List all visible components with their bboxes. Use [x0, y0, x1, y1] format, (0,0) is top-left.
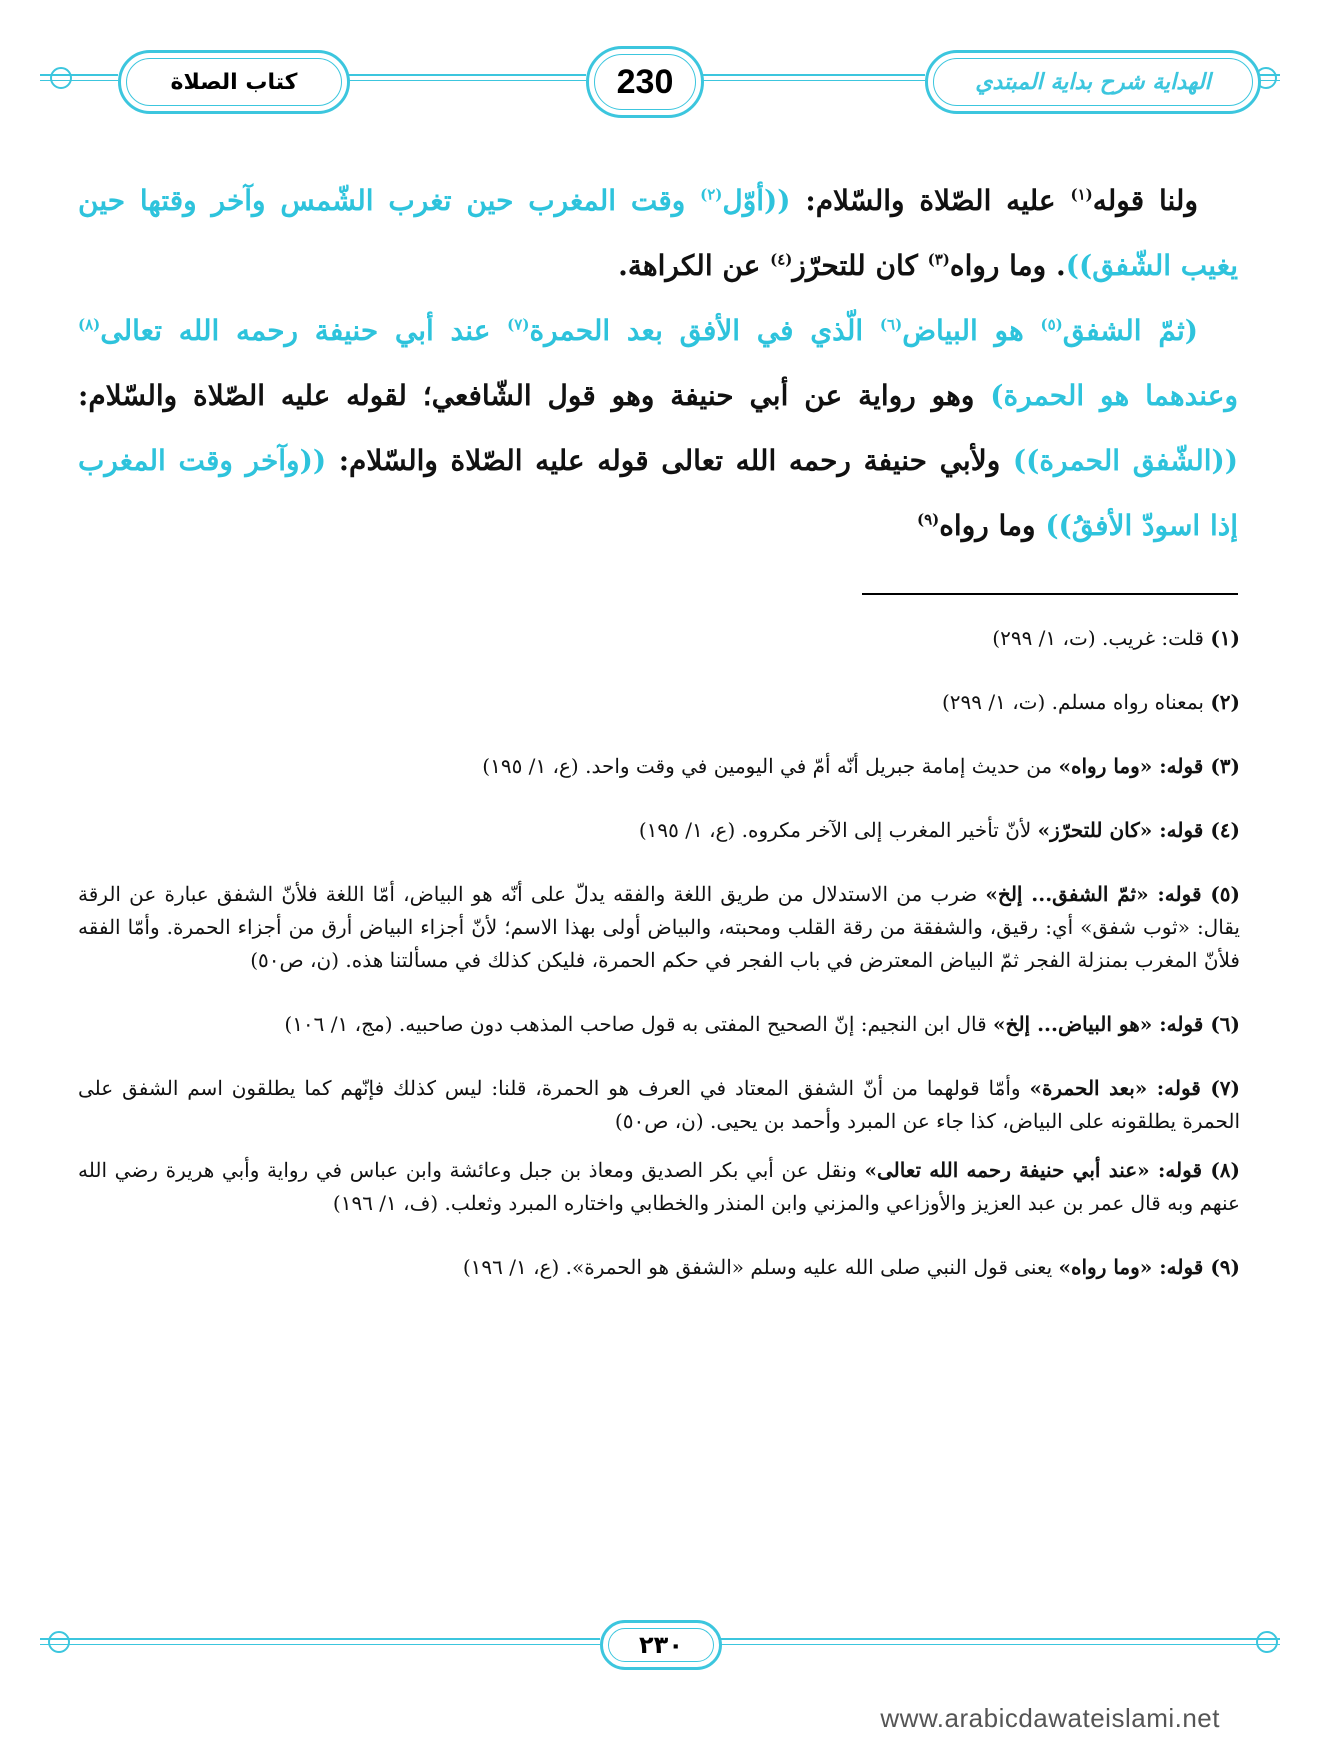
matn-text: (ثمّ الشفق — [1062, 314, 1198, 347]
footer-rule — [40, 1638, 600, 1640]
footnote-text: من حديث إمامة جبريل أنّه أمّ في اليومين في وقت واحد. (ع، ١/ ١٩٥) — [482, 754, 1059, 778]
footnote-text: ونقل عن أبي بكر الصديق ومعاذ بن جبل وعائشة وابن عباس في رواية وأبي هريرة رضي الله عنهم وبه قال عمر بن عبد العزيز والأوزاعي والمزني وابن المنذر والخطابي واختاره المبرد وثعلب. (ف، ١/ ١٩٦) — [78, 1158, 1240, 1215]
footnote-number: (٧) — [1210, 1076, 1241, 1100]
footnote-number: (٢) — [1210, 690, 1240, 714]
paragraph-2 — [78, 298, 1238, 558]
footnote-text: قلت: غريب. (ت، ١/ ٢٩٩) — [992, 626, 1211, 650]
footnote-item — [78, 1154, 1240, 1220]
book-title-box — [925, 50, 1261, 114]
text-span: ولأبي حنيفة رحمه الله تعالى قوله عليه الصّلاة والسّلام: — [326, 444, 1013, 477]
footnote-number: (٨) — [1210, 1158, 1240, 1182]
header-rule — [698, 80, 925, 81]
ornament-icon — [1256, 1631, 1278, 1653]
footnote-text: ضرب من الاستدلال من طريق اللغة والفقه يدلّ على أنّه هو البياض، أمّا اللغة فلأنّ الشفق عبارة عن الرقة يقال: «ثوب شفق» أي: رقيق، والشفقة من رقة القلب ومحبته، والبياض أولى بهذا الاسم؛ لأنّ أجزاء البياض أرق من أجزاء الحمرة. وأمّا الفقه فلأنّ المغرب بمنزلة الفجر ثمّ البياض المعترض في باب الفجر في حكم الحمرة، فليكن كذلك في مسألتنا هذه. (ن، ص٥٠) — [78, 882, 1240, 972]
footnote-ref[interactable]: (٢) — [700, 185, 723, 204]
text-span: عن الكراهة. — [618, 249, 771, 282]
footnotes — [78, 622, 1240, 1315]
header-rule — [344, 74, 586, 76]
footnote-lemma: قوله: «هو البياض... إلخ» — [993, 1012, 1211, 1036]
hadith-quote: ((الشّفق الحمرة)) — [1012, 444, 1239, 477]
chapter-title-box — [118, 50, 350, 114]
footer-page-number-box — [600, 1620, 722, 1670]
matn-text: هو البياض — [902, 314, 1041, 347]
page-number-box — [586, 46, 704, 118]
footnote-text: بمعناه رواه مسلم. (ت، ١/ ٢٩٩) — [941, 690, 1211, 714]
page-number: 230 — [616, 62, 674, 101]
paragraph-1 — [78, 168, 1238, 298]
header-rule — [698, 74, 925, 76]
footnote-item — [78, 686, 1240, 719]
footnote-number: (١) — [1210, 626, 1240, 650]
page-header — [0, 40, 1320, 120]
hadith-quote: ((وآخر وقت المغرب إذا اسودّ الأفقُ)) — [78, 444, 1238, 542]
text-span: ولنا قوله — [1092, 184, 1198, 217]
footnote-item — [78, 1008, 1240, 1041]
footnote-lemma: قوله: «كان للتحرّز» — [1037, 818, 1211, 842]
footnote-lemma: قوله: «بعد الحمرة» — [1029, 1076, 1211, 1100]
footnote-item — [78, 750, 1240, 783]
matn-text: الّذي في الأفق بعد الحمرة — [529, 314, 880, 347]
footnote-lemma: قوله: «ثمّ الشفق... إلخ» — [985, 882, 1211, 906]
footnote-ref[interactable]: (٩) — [916, 510, 940, 529]
text-span: وهو رواية عن أبي حنيفة وهو قول الشّافعي؛ لقوله عليه الصّلاة والسّلام: — [78, 379, 991, 412]
footnote-item — [78, 878, 1240, 977]
footnote-item — [78, 1251, 1240, 1284]
book-title: الهداية شرح بداية المبتدي — [975, 69, 1211, 95]
hadith-quote: وقت المغرب حين تغرب الشّمس وآخر وقتها حين يغيب الشّفق)) — [78, 184, 1238, 282]
footnote-ref[interactable]: (٧) — [507, 315, 530, 334]
text-span: عليه الصّلاة والسّلام: — [790, 184, 1071, 217]
footnote-ref[interactable]: (١) — [1070, 185, 1093, 204]
matn-text: عند أبي حنيفة رحمه الله تعالى — [100, 314, 508, 347]
main-text — [78, 168, 1238, 558]
footer-page-number: ٢٣٠ — [639, 1631, 683, 1659]
website-link[interactable]: www.arabicdawateislami.net — [880, 1703, 1220, 1733]
footnote-lemma: قوله: «عند أبي حنيفة رحمه الله تعالى» — [864, 1158, 1211, 1182]
footnote-item — [78, 622, 1240, 655]
footnote-text: قال ابن النجيم: إنّ الصحيح المفتى به قول صاحب المذهب دون صاحبيه. (مج، ١/ ١٠٦) — [284, 1012, 994, 1036]
footnote-text: يعنى قول النبي صلى الله عليه وسلم «الشفق هو الحمرة». (ع، ١/ ١٩٦) — [462, 1255, 1059, 1279]
footnote-number: (٦) — [1210, 1012, 1240, 1036]
chapter-title: كتاب الصلاة — [170, 69, 298, 95]
footer-rule — [716, 1644, 1280, 1645]
footnote-number: (٤) — [1210, 818, 1240, 842]
text-span: كان للتحرّز — [792, 249, 928, 282]
footnote-ref[interactable]: (٤) — [770, 250, 793, 269]
footnote-number: (٣) — [1210, 754, 1240, 778]
footnote-ref[interactable]: (٥) — [1040, 315, 1063, 334]
ornament-icon — [50, 67, 72, 89]
footer-rule — [716, 1638, 1280, 1640]
text-span: . وما رواه — [949, 249, 1066, 282]
hadith-quote: ((أوّل — [722, 184, 791, 217]
footnote-lemma: قوله: «وما رواه» — [1058, 1255, 1211, 1279]
footnote-lemma: قوله: «وما رواه» — [1058, 754, 1211, 778]
footnote-ref[interactable]: (٨) — [78, 315, 101, 334]
footnote-number: (٥) — [1210, 882, 1240, 906]
text-span: وما رواه — [939, 509, 1046, 542]
ornament-icon — [48, 1631, 70, 1653]
footnote-text: وأمّا قولهما من أنّ الشفق المعتاد في العرف هو الحمرة، قلنا: ليس كذلك فإنّهم كما يطلقون اسم الشفق على الحمرة يطلقونه على البياض، كذا جاء عن المبرد وأحمد بن يحيى. (ن، ص٥٠) — [78, 1076, 1240, 1133]
page-footer — [0, 1612, 1320, 1672]
footnote-divider — [862, 593, 1238, 595]
footnote-ref[interactable]: (٣) — [927, 250, 950, 269]
footnote-text: لأنّ تأخير المغرب إلى الآخر مكروه. (ع، ١/ ١٩٥) — [638, 818, 1038, 842]
footnote-number: (٩) — [1210, 1255, 1240, 1279]
footnote-ref[interactable]: (٦) — [879, 315, 903, 334]
header-rule — [344, 80, 586, 81]
footnote-item — [78, 1072, 1240, 1138]
matn-text: وعندهما هو الحمرة) — [990, 379, 1238, 412]
footnote-item — [78, 814, 1240, 847]
footer-rule — [40, 1644, 600, 1645]
